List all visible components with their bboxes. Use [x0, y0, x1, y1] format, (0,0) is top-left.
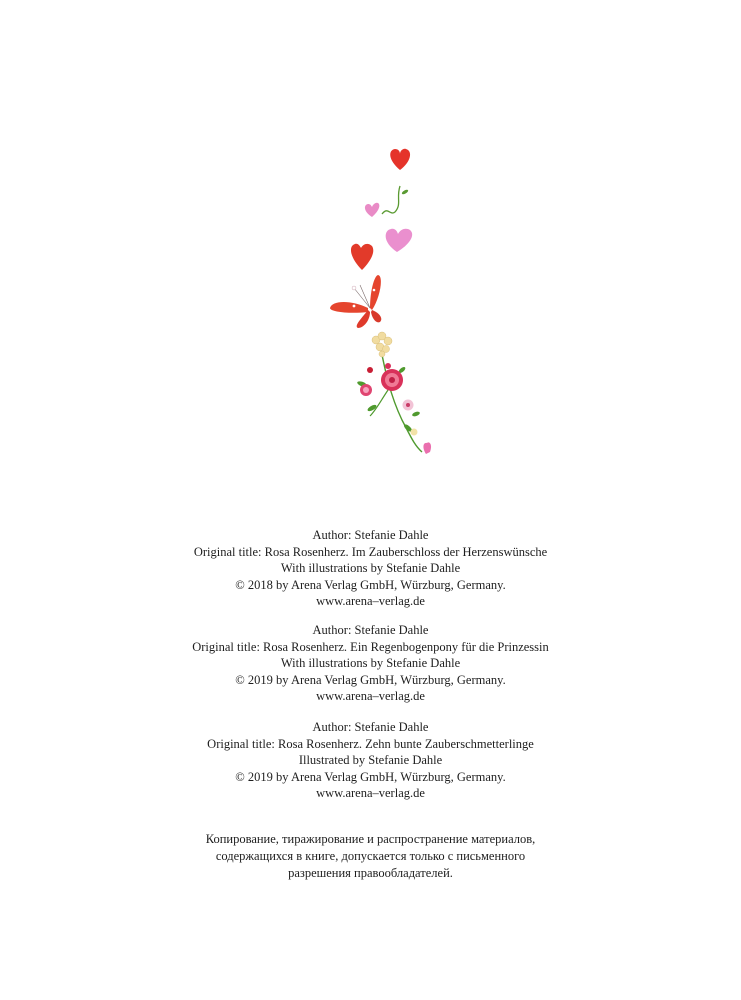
credits-block: [0, 527, 741, 610]
original-title-line: Original title: Rosa Rosenherz. Im Zauberschloss der Herzenswünsche: [193, 544, 548, 559]
credits-block: [0, 719, 741, 802]
notice-line: содержащихся в книге, допускается только с письменного: [215, 849, 526, 863]
heart-on-stem-icon: [382, 149, 410, 214]
website-line: www.arena–verlag.de: [316, 594, 425, 608]
illustrations-line: Illustrated by Stefanie Dahle: [298, 753, 443, 767]
website-line: www.arena–verlag.de: [316, 689, 425, 703]
copyright-line: © 2018 by Arena Verlag GmbH, Würzburg, Germany.: [235, 577, 506, 592]
notice-line: Копирование, тиражирование и распространение материалов,: [205, 832, 536, 846]
illustrations-line: With illustrations by Stefanie Dahle: [280, 561, 461, 575]
decorative-illustration: [310, 140, 450, 470]
original-title-line: Original title: Rosa Rosenherz. Ein Regenbogenpony für die Prinzessin: [192, 639, 549, 654]
notice-line: разрешения правообладателей.: [288, 866, 453, 880]
butterfly-icon: [330, 275, 381, 328]
illustrations-line: With illustrations by Stefanie Dahle: [280, 656, 461, 670]
author-line: Author: Stefanie Dahle: [312, 528, 429, 542]
copyright-notice: [0, 831, 741, 882]
website-line: www.arena–verlag.de: [316, 786, 425, 800]
rose-sprig-icon: [357, 332, 432, 454]
copyright-line: © 2019 by Arena Verlag GmbH, Würzburg, Germany.: [235, 672, 506, 687]
author-line: Author: Stefanie Dahle: [312, 623, 429, 637]
original-title-line: Original title: Rosa Rosenherz. Zehn bunte Zauberschmetterlinge: [207, 736, 534, 751]
pink-heart-icon: [386, 229, 413, 252]
small-heart-icon: [365, 203, 379, 217]
credits-block: [0, 622, 741, 705]
red-heart-icon: [351, 244, 373, 270]
author-line: Author: Stefanie Dahle: [312, 720, 429, 734]
copyright-line: © 2019 by Arena Verlag GmbH, Würzburg, Germany.: [235, 769, 506, 784]
